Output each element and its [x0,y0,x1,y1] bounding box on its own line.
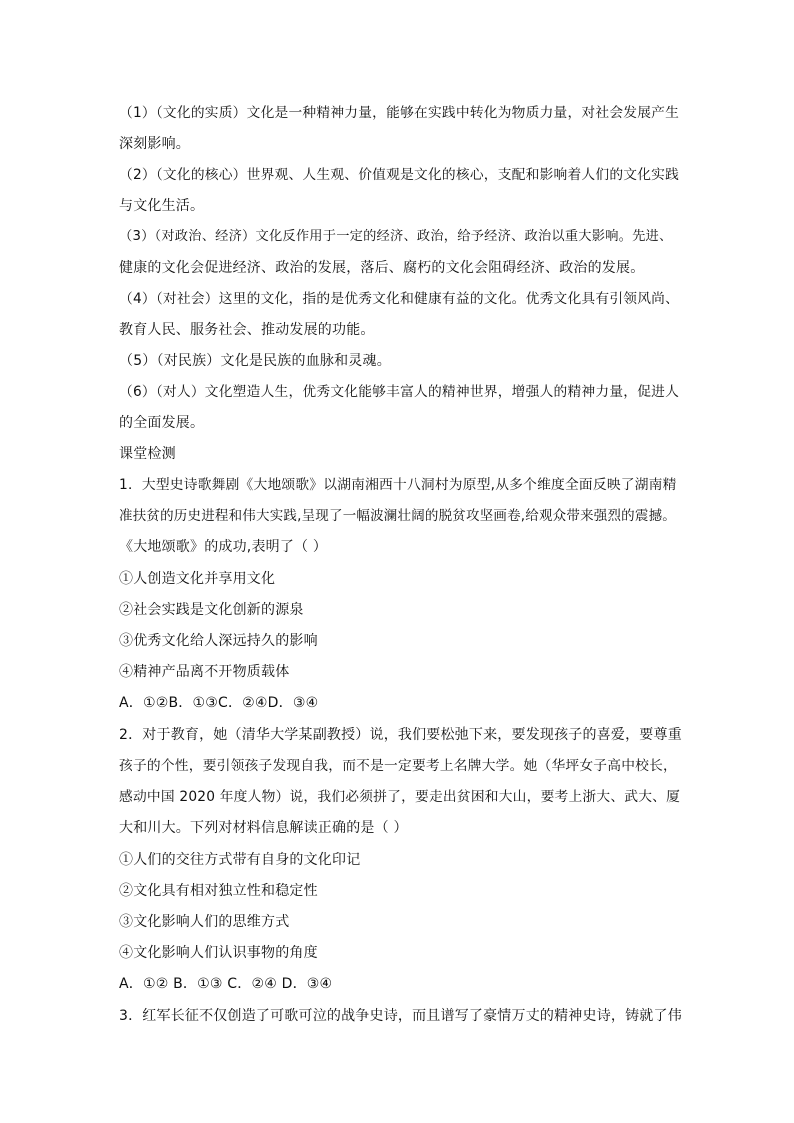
question-1-stem-line-1: 1．大型史诗歌舞剧《大地颂歌》以湖南湘西十八洞村为原型,从多个维度全面反映了湖南精 [119,477,677,493]
question-2-option-1: ①人们的交往方式带有自身的文化印记 [119,852,361,868]
question-2-option-2: ②文化具有相对独立性和稳定性 [119,883,318,899]
question-1-stem-line-2: 准扶贫的历史进程和伟大实践,呈现了一幅波澜壮阔的脱贫攻坚画卷,给观众带来强烈的震撼。 [119,508,676,524]
question-2-stem-line-3: 感动中国 2020 年度人物）说，我们必须拼了，要走出贫困和大山，要考上浙大、武大、厦 [119,789,681,805]
role-2-line-2: 与文化生活。 [119,198,205,214]
question-1-stem-line-3: 《大地颂歌》的成功,表明了（ ） [119,539,328,555]
question-1-option-3: ③优秀文化给人深远持久的影响 [119,633,318,649]
role-6-line-1: （6）（对人）文化塑造人生，优秀文化能够丰富人的精神世界，增强人的精神力量，促进人 [119,384,680,400]
section-heading: 课堂检测 [119,446,176,462]
role-4-line-2: 教育人民、服务社会、推动发展的功能。 [119,322,375,338]
question-3-stem-line-1: 3．红军长征不仅创造了可歌可泣的战争史诗，而且谱写了豪情万丈的精神史诗，铸就了伟 [119,1008,682,1024]
question-2-stem-line-2: 孩子的个性，要引领孩子发现自我，而不是一定要考上名牌大学。她（华坪女子高中校长， [119,758,678,774]
role-3-line-2: 健康的文化会促进经济、政治的发展，落后、腐朽的文化会阻碍经济、政治的发展。 [119,260,645,276]
role-6-line-2: 的全面发展。 [119,415,205,431]
question-2-stem-line-4: 大和川大。下列对材料信息解读正确的是（ ） [119,820,408,836]
role-3-line-1: （3）（对政治、经济）文化反作用于一定的经济、政治，给予经济、政治以重大影响。先进、 [119,229,673,244]
question-2-option-3: ③文化影响人们的思维方式 [119,914,290,930]
role-5-line-1: （5）（对民族）文化是民族的血脉和灵魂。 [119,353,391,369]
question-1-option-4: ④精神产品离不开物质载体 [119,664,290,680]
question-2-stem-line-1: 2．对于教育，她（清华大学某副教授）说，我们要松弛下来，要发现孩子的喜爱，要尊重 [119,727,682,743]
role-1-line-2: 深刻影响。 [119,136,190,152]
question-2-option-4: ④文化影响人们认识事物的角度 [119,945,318,961]
question-1-option-1: ①人创造文化并享用文化 [119,571,276,587]
role-2-line-1: （2）（文化的核心）世界观、人生观、价值观是文化的核心，支配和影响着人们的文化实践 [119,167,680,183]
question-2-answer-choices: A．①② B．①③ C．②④ D．③④ [119,976,333,992]
role-4-line-1: （4）（对社会）这里的文化，指的是优秀文化和健康有益的文化。优秀文化具有引领风尚、 [119,291,680,307]
question-1-option-2: ②社会实践是文化创新的源泉 [119,602,304,618]
question-1-answer-choices: A．①②B．①③C．②④D．③④ [119,695,319,711]
role-1-line-1: （1）（文化的实质）文化是一种精神力量，能够在实践中转化为物质力量，对社会发展产生 [119,105,680,121]
